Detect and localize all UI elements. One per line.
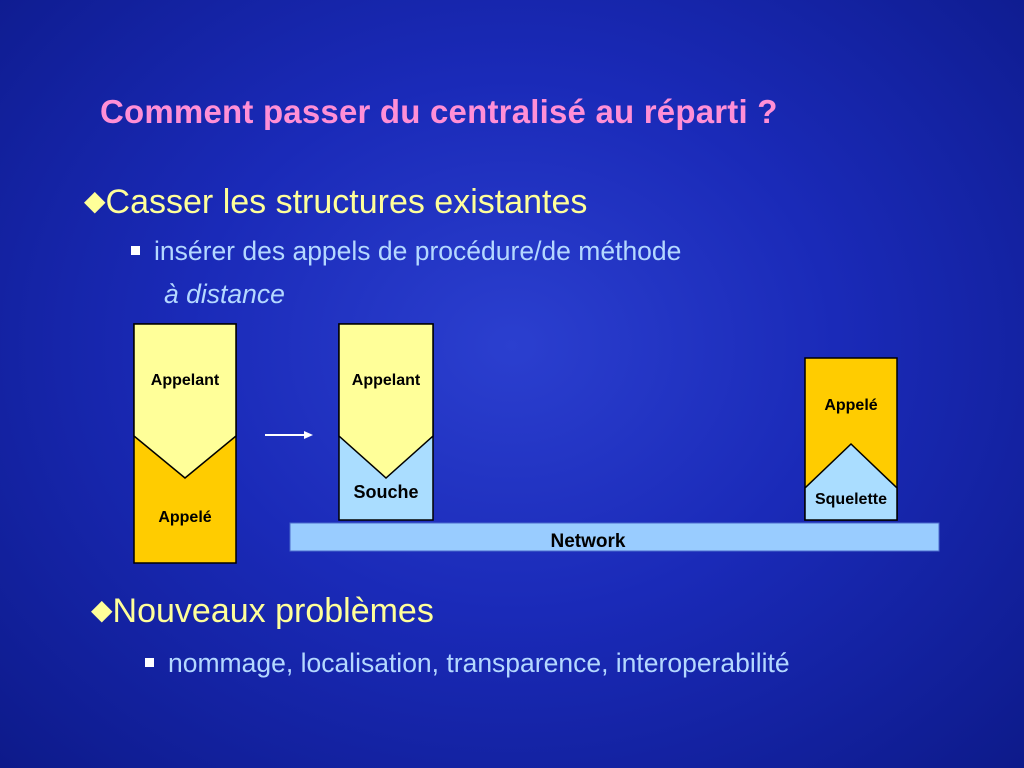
sub-bullet-2 bbox=[145, 648, 790, 679]
right-block bbox=[805, 358, 897, 520]
diamond-bullet-icon: ◆ bbox=[91, 594, 113, 625]
left-block-callee-label: Appelé bbox=[158, 509, 212, 526]
left-block bbox=[134, 324, 236, 563]
bullet-1-text: Casser les structures existantes bbox=[105, 183, 588, 221]
sub-bullet-1-text: insérer des appels de procédure/de méthode bbox=[154, 236, 682, 266]
sub-bullet-2-text: nommage, localisation, transparence, interoperabilité bbox=[168, 648, 790, 678]
left-block-caller-label: Appelant bbox=[150, 372, 220, 389]
bullet-2-text: Nouveaux problèmes bbox=[112, 592, 434, 630]
right-block-callee-label: Appelé bbox=[824, 397, 878, 414]
transform-arrow-icon bbox=[265, 431, 313, 439]
sub-bullet-1-continuation: à distance bbox=[164, 279, 285, 309]
right-block-skeleton-label: Squelette bbox=[814, 491, 888, 508]
middle-block-caller-label: Appelant bbox=[351, 372, 421, 389]
middle-block bbox=[339, 324, 433, 520]
slide-title: Comment passer du centralisé au réparti ? bbox=[100, 93, 778, 130]
network-label: Network bbox=[550, 531, 626, 552]
square-bullet-icon bbox=[145, 658, 154, 667]
network-bar bbox=[290, 523, 939, 552]
diamond-bullet-icon: ◆ bbox=[84, 185, 106, 216]
bullet-2 bbox=[91, 592, 434, 631]
middle-block-stub-label: Souche bbox=[353, 482, 419, 502]
